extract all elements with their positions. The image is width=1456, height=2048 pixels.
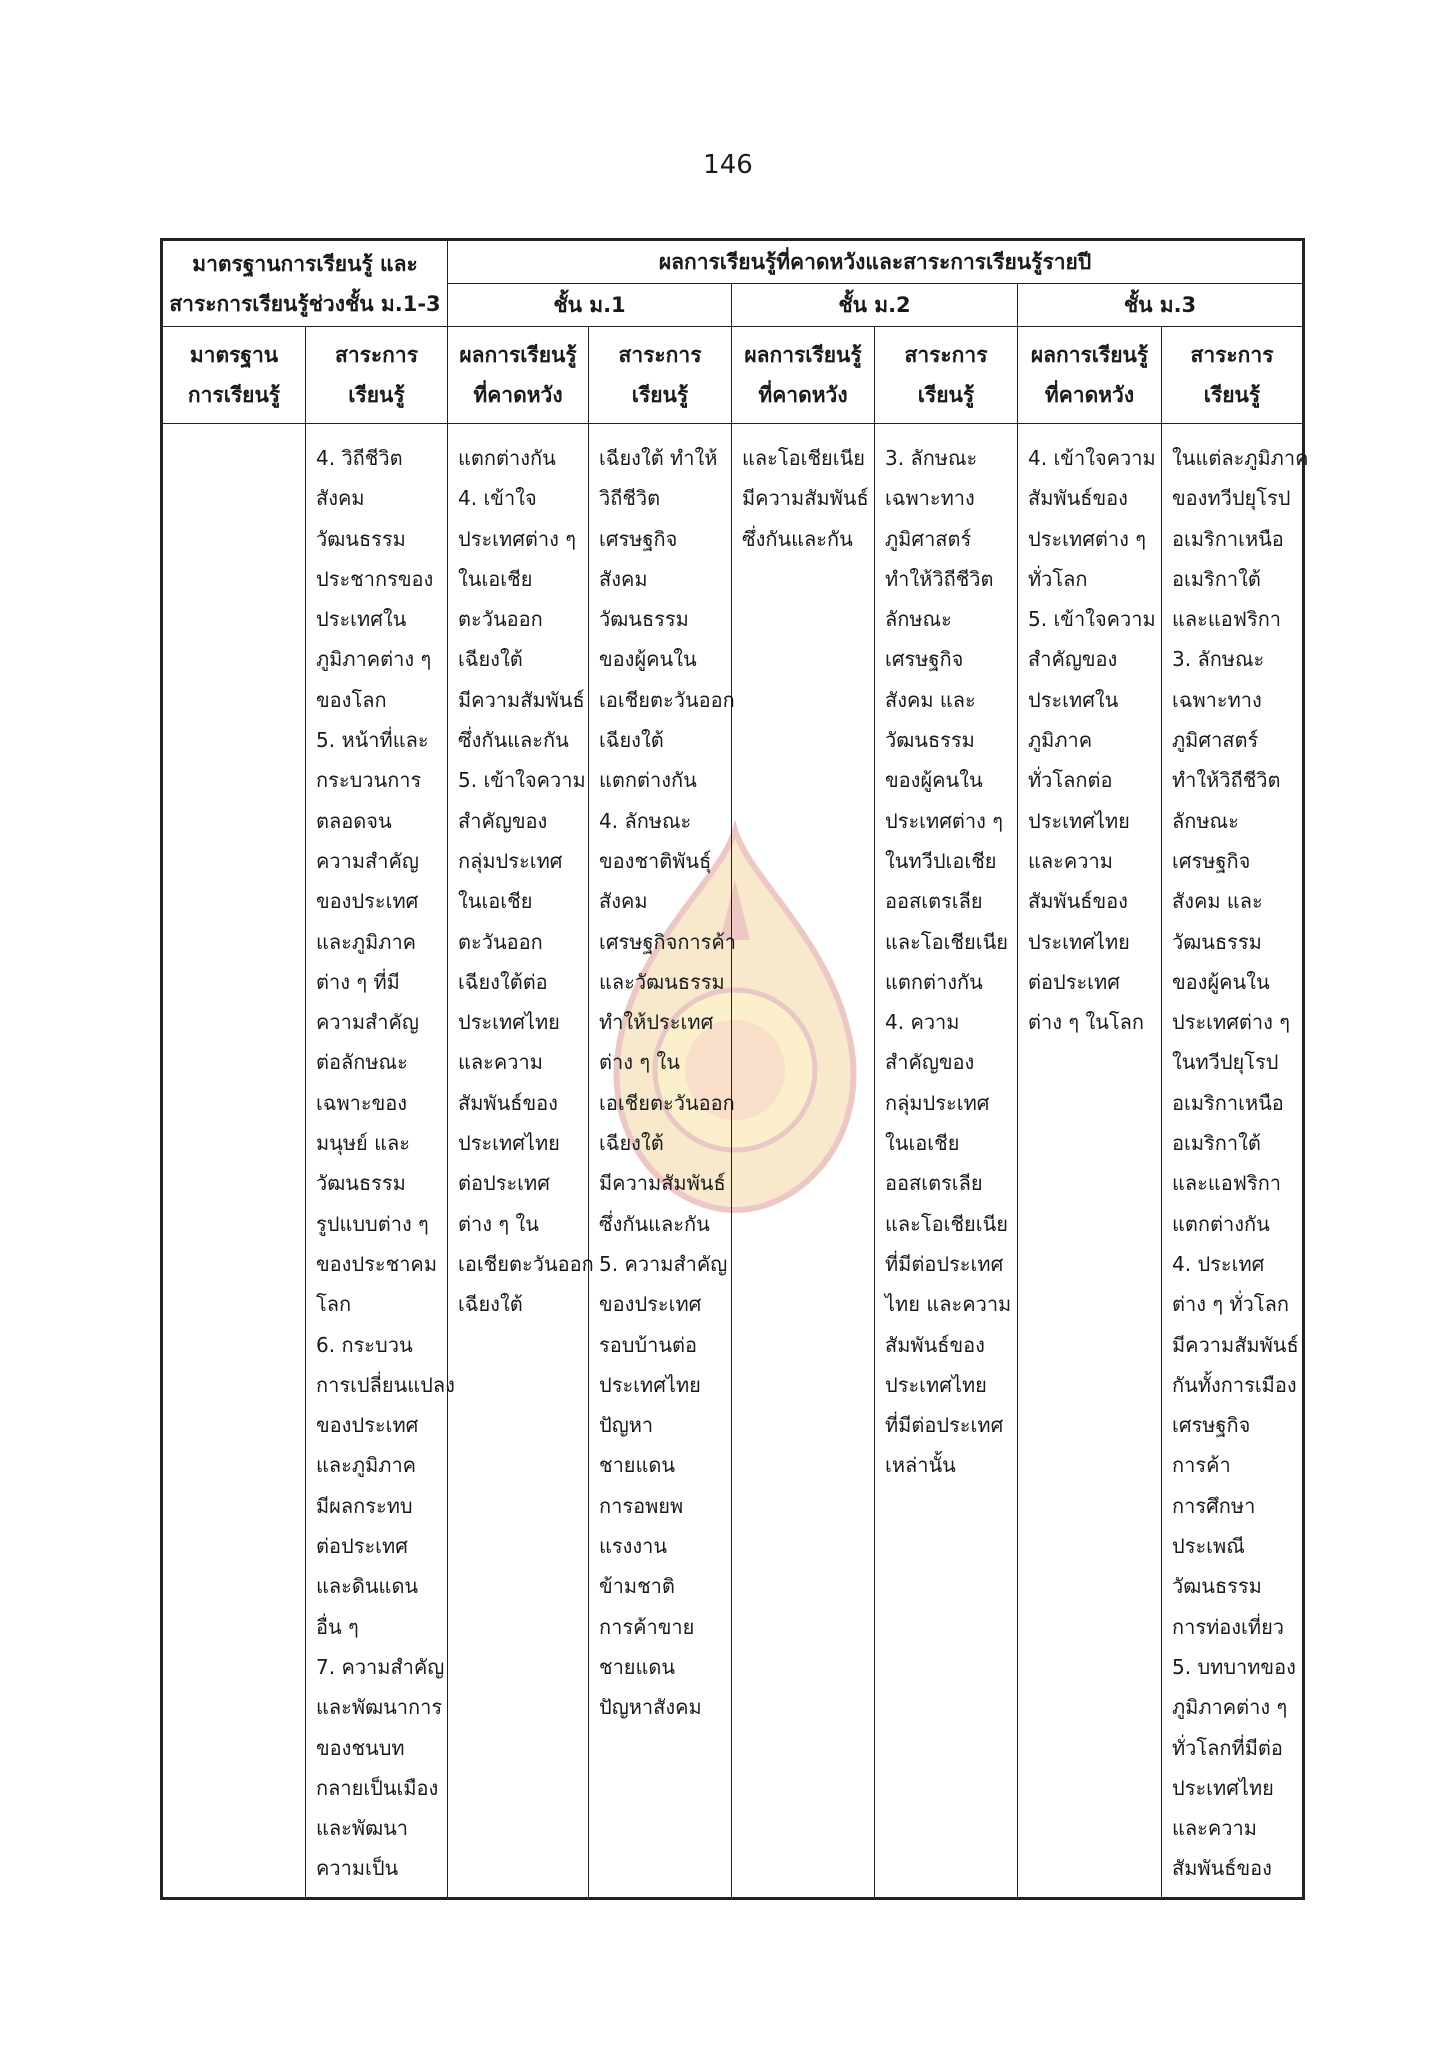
- cell-line: เศรษฐกิจ: [1172, 1413, 1251, 1438]
- cell-line: เศรษฐกิจ: [1172, 848, 1251, 873]
- cell-line: เฉียงใต้: [458, 647, 523, 672]
- subheader-content: สาระการ เรียนรู้: [306, 327, 448, 424]
- cell-line: ต่อลักษณะ: [316, 1050, 408, 1075]
- cell-line: ประเทศไทย: [458, 1010, 560, 1035]
- cell-line: สำคัญของ: [885, 1050, 975, 1075]
- cell-line: ต่อประเทศ: [458, 1171, 550, 1196]
- outcomes-header: ผลการเรียนรู้ที่คาดหวังและสาระการเรียนรู้รายปี: [448, 240, 1304, 284]
- cell-line: สังคม และ: [1172, 889, 1263, 914]
- subheader-standard: มาตรฐาน การเรียนรู้: [162, 327, 306, 424]
- cell-line: เฉียงใต้: [599, 1131, 664, 1156]
- cell-line: รูปแบบต่าง ๆ: [316, 1211, 429, 1236]
- cell-line: เศรษฐกิจ: [599, 526, 678, 551]
- cell-line: ประเทศไทย: [458, 1131, 560, 1156]
- cell-line: 4. วิถีชีวิต: [316, 446, 403, 470]
- cell-line: ตะวันออก: [458, 607, 543, 632]
- cell-line: ประเทศไทย: [599, 1372, 701, 1397]
- cell-line: เฉียงใต้: [458, 1292, 523, 1317]
- cell-line: 4. ลักษณะ: [599, 808, 692, 833]
- cell-line: สัมพันธ์ของ: [1028, 486, 1128, 511]
- cell-line: ไทย และความ: [885, 1292, 1012, 1317]
- subheader-m3-content: สาระการ เรียนรู้: [1162, 327, 1304, 424]
- cell-line: เอเชียตะวันออก: [599, 687, 735, 712]
- cell-line: วัฒนธรรม: [1172, 1574, 1262, 1599]
- cell-line: 5. เข้าใจความ: [1028, 607, 1156, 632]
- cell-line: ออสเตรเลีย: [885, 1171, 983, 1196]
- cell-line: และพัฒนาการ: [316, 1695, 443, 1720]
- cell-line: ทั่วโลก: [1028, 566, 1088, 591]
- column-standards: [162, 424, 306, 1899]
- cell-line: กลุ่มประเทศ: [885, 1090, 990, 1115]
- cell-line: เฉียงใต้: [599, 728, 664, 753]
- cell-line: วัฒนธรรม: [316, 1171, 406, 1196]
- cell-line: ของประเทศ: [599, 1292, 702, 1317]
- cell-line: 5. หน้าที่และ: [316, 728, 429, 753]
- cell-line: 4. ประเทศ: [1172, 1251, 1265, 1276]
- cell-line: รอบบ้านต่อ: [599, 1332, 698, 1357]
- cell-line: เฉียงใต้ต่อ: [458, 969, 548, 994]
- cell-line: 4. ความ: [885, 1010, 960, 1035]
- curriculum-table: [160, 238, 1309, 1900]
- column-m1-content: [589, 424, 737, 1899]
- cell-line: 5. เข้าใจความ: [458, 768, 586, 793]
- cell-line: ประเทศใน: [316, 607, 407, 632]
- grade-header-m2: ชั้น ม.2: [732, 284, 1018, 327]
- cell-line: มนุษย์ และ: [316, 1131, 411, 1156]
- cell-line: สังคม: [599, 566, 648, 591]
- cell-line: ประเทศไทย: [885, 1372, 987, 1397]
- cell-line: ทำให้วิถีชีวิต: [1172, 768, 1281, 793]
- cell-line: ความเป็น: [316, 1856, 399, 1881]
- cell-line: การท่องเที่ยว: [1172, 1614, 1285, 1639]
- cell-line: ของประเทศ: [316, 889, 419, 914]
- cell-line: ประชากรของ: [316, 566, 434, 591]
- cell-line: อเมริกาใต้: [1172, 566, 1261, 591]
- standards-header: มาตรฐานการเรียนรู้ และ สาระการเรียนรู้ช่วงชั้น ม.1-3: [162, 240, 448, 327]
- cell-line: วัฒนธรรม: [1172, 929, 1262, 954]
- cell-line: ของประชาคม: [316, 1251, 437, 1276]
- cell-line: เฉียงใต้ ทำให้: [599, 446, 718, 470]
- cell-line: อเมริกาเหนือ: [1172, 1090, 1284, 1115]
- cell-line: ภูมิภาคต่าง ๆ: [316, 647, 432, 672]
- cell-line: ปัญหา: [599, 1413, 654, 1438]
- cell-line: ความสำคัญ: [316, 848, 419, 873]
- cell-line: ความสำคัญ: [316, 1010, 419, 1035]
- cell-line: ประเทศต่าง ๆ: [1028, 526, 1146, 551]
- cell-line: ภูมิศาสตร์: [1172, 728, 1259, 753]
- cell-line: และพัฒนา: [316, 1816, 409, 1841]
- cell-line: เฉพาะทาง: [1172, 687, 1262, 712]
- cell-line: 4. เข้าใจ: [458, 486, 537, 511]
- cell-line: แตกต่างกัน: [599, 768, 697, 793]
- cell-line: ประเทศต่าง ๆ: [1172, 1010, 1290, 1035]
- column-m2-content: [875, 424, 1018, 1899]
- cell-line: การค้า: [1172, 1453, 1231, 1478]
- cell-line: ภูมิภาคต่าง ๆ: [1172, 1695, 1288, 1720]
- cell-line: และแอฟริกา: [1172, 1171, 1282, 1196]
- cell-line: แตกต่างกัน: [458, 446, 556, 470]
- cell-line: ของโลก: [316, 687, 387, 712]
- cell-line: ซึ่งกันและกัน: [599, 1211, 710, 1236]
- cell-line: ซึ่งกันและกัน: [742, 526, 853, 551]
- subheader-m3-outcomes: ผลการเรียนรู้ ที่คาดหวัง: [1018, 327, 1162, 424]
- cell-line: ประเพณี: [1172, 1534, 1245, 1559]
- cell-line: ต่าง ๆ ในโลก: [1028, 1010, 1144, 1035]
- cell-line: ซึ่งกันและกัน: [458, 728, 569, 753]
- cell-line: สังคม และ: [885, 687, 976, 712]
- cell-line: เอเชียตะวันออก: [599, 1090, 735, 1115]
- cell-line: ของผู้คนใน: [1172, 969, 1270, 994]
- cell-line: การอพยพ: [599, 1493, 684, 1518]
- cell-line: มีความสัมพันธ์: [742, 486, 869, 511]
- subheader-m2-content: สาระการ เรียนรู้: [875, 327, 1018, 424]
- cell-line: ของผู้คนใน: [599, 647, 697, 672]
- cell-line: ประเทศไทย: [1172, 1775, 1274, 1800]
- cell-line: และความ: [1172, 1816, 1257, 1841]
- cell-line: การเปลี่ยนแปลง: [316, 1372, 455, 1397]
- subheader-m1-outcomes: ผลการเรียนรู้ ที่คาดหวัง: [448, 327, 589, 424]
- cell-line: ลักษณะ: [1172, 808, 1239, 833]
- cell-line: วัฒนธรรม: [885, 728, 975, 753]
- cell-line: 5. ความสำคัญ: [599, 1251, 728, 1276]
- cell-line: การค้าขาย: [599, 1614, 695, 1639]
- cell-line: สัมพันธ์ของ: [885, 1332, 985, 1357]
- cell-line: 5. บทบาทของ: [1172, 1654, 1296, 1679]
- cell-line: 4. เข้าใจความ: [1028, 446, 1156, 470]
- cell-line: กันทั้งการเมือง: [1172, 1372, 1297, 1397]
- cell-line: วัฒนธรรม: [599, 607, 689, 632]
- cell-line: ออสเตรเลีย: [885, 889, 983, 914]
- cell-line: กลายเป็นเมือง: [316, 1775, 439, 1800]
- cell-line: เศรษฐกิจ: [885, 647, 964, 672]
- page-number: 146: [703, 150, 753, 180]
- cell-line: สัมพันธ์ของ: [458, 1090, 558, 1115]
- cell-line: มีความสัมพันธ์: [1172, 1332, 1299, 1357]
- cell-line: ของประเทศ: [316, 1413, 419, 1438]
- cell-line: อเมริกาเหนือ: [1172, 526, 1284, 551]
- cell-line: ต่อประเทศ: [316, 1534, 408, 1559]
- cell-line: ตะวันออก: [458, 929, 543, 954]
- cell-line: และภูมิภาค: [316, 929, 417, 954]
- cell-line: และความ: [1028, 848, 1113, 873]
- cell-line: ต่าง ๆ ใน: [458, 1211, 539, 1236]
- cell-line: สัมพันธ์ของ: [1028, 889, 1128, 914]
- cell-line: และโอเชียเนีย: [885, 929, 1008, 954]
- column-m3-outcomes: [1018, 424, 1162, 1899]
- cell-line: วัฒนธรรม: [316, 526, 406, 551]
- cell-line: การศึกษา: [1172, 1493, 1256, 1518]
- column-m1-outcomes: [448, 424, 594, 1899]
- cell-line: ต่าง ๆ ใน: [599, 1050, 680, 1075]
- cell-line: ข้ามชาติ: [599, 1574, 675, 1599]
- cell-line: สำคัญของ: [458, 808, 548, 833]
- cell-line: เฉพาะทาง: [885, 486, 975, 511]
- cell-line: ในเอเชีย: [885, 1131, 960, 1156]
- cell-line: และภูมิภาค: [316, 1453, 417, 1478]
- cell-line: ต่าง ๆ ที่มี: [316, 969, 400, 994]
- cell-line: เฉพาะของ: [316, 1090, 408, 1115]
- cell-line: ประเทศต่าง ๆ: [458, 526, 576, 551]
- cell-line: ของทวีปยุโรป: [1172, 486, 1291, 511]
- cell-line: สัมพันธ์ของ: [1172, 1856, 1272, 1881]
- cell-line: ปัญหาสังคม: [599, 1695, 702, 1720]
- cell-line: และโอเชียเนีย: [885, 1211, 1008, 1236]
- cell-line: 3. ลักษณะ: [885, 446, 978, 470]
- cell-line: 7. ความสำคัญ: [316, 1654, 445, 1679]
- cell-line: แตกต่างกัน: [885, 969, 983, 994]
- cell-line: มีความสัมพันธ์: [599, 1171, 726, 1196]
- subheader-m1-content: สาระการ เรียนรู้: [589, 327, 732, 424]
- cell-line: ต่อประเทศ: [1028, 969, 1120, 994]
- cell-line: กระบวนการ: [316, 768, 422, 793]
- column-m3-content: [1162, 424, 1309, 1899]
- cell-line: ประเทศไทย: [1028, 808, 1130, 833]
- cell-line: ของชนบท: [316, 1735, 405, 1760]
- cell-line: และแอฟริกา: [1172, 607, 1282, 632]
- cell-line: ประเทศไทย: [1028, 929, 1130, 954]
- cell-line: ทั่วโลกที่มีต่อ: [1172, 1735, 1283, 1760]
- cell-line: เอเชียตะวันออก: [458, 1251, 594, 1276]
- cell-line: ทั่วโลกต่อ: [1028, 768, 1113, 793]
- cell-line: ในแต่ละภูมิภาค: [1172, 446, 1309, 470]
- cell-line: ในเอเชีย: [458, 566, 533, 591]
- cell-line: ประเทศต่าง ๆ: [885, 808, 1003, 833]
- cell-line: 6. กระบวน: [316, 1332, 413, 1357]
- column-content: [306, 424, 455, 1899]
- cell-line: โลก: [316, 1292, 352, 1317]
- cell-line: และความ: [458, 1050, 543, 1075]
- grade-header-m3: ชั้น ม.3: [1018, 284, 1304, 327]
- cell-line: ทำให้ประเทศ: [599, 1010, 714, 1035]
- cell-line: สังคม: [316, 486, 365, 511]
- cell-line: อื่น ๆ: [316, 1614, 359, 1639]
- cell-line: แตกต่างกัน: [1172, 1211, 1270, 1236]
- cell-line: ที่มีต่อประเทศ: [885, 1413, 1004, 1438]
- cell-line: เศรษฐกิจการค้า: [599, 929, 737, 954]
- cell-line: และดินแดน: [316, 1574, 419, 1599]
- cell-line: 3. ลักษณะ: [1172, 647, 1265, 672]
- column-m2-outcomes: [732, 424, 875, 1899]
- cell-line: สังคม: [599, 889, 648, 914]
- cell-line: ในเอเชีย: [458, 889, 533, 914]
- cell-line: ภูมิศาสตร์: [885, 526, 972, 551]
- cell-line: ตลอดจน: [316, 808, 392, 833]
- cell-line: ชายแดน: [599, 1654, 676, 1679]
- cell-line: ชายแดน: [599, 1453, 676, 1478]
- cell-line: มีผลกระทบ: [316, 1493, 413, 1518]
- cell-line: ต่าง ๆ ทั่วโลก: [1172, 1292, 1289, 1317]
- cell-line: อเมริกาใต้: [1172, 1131, 1261, 1156]
- cell-line: ภูมิภาค: [1028, 728, 1093, 753]
- cell-line: ประเทศใน: [1028, 687, 1119, 712]
- cell-line: และโอเชียเนีย: [742, 446, 865, 470]
- cell-line: ที่มีต่อประเทศ: [885, 1251, 1004, 1276]
- cell-line: กลุ่มประเทศ: [458, 848, 563, 873]
- cell-line: ทำให้วิถีชีวิต: [885, 566, 994, 591]
- cell-line: ในทวีปเอเชีย: [885, 848, 997, 873]
- cell-line: วิถีชีวิต: [599, 486, 661, 511]
- cell-line: สำคัญของ: [1028, 647, 1118, 672]
- subheader-m2-outcomes: ผลการเรียนรู้ ที่คาดหวัง: [732, 327, 875, 424]
- cell-line: แรงงาน: [599, 1534, 668, 1559]
- cell-line: เหล่านั้น: [885, 1453, 956, 1478]
- cell-line: ของชาติพันธุ์: [599, 848, 712, 873]
- cell-line: ของผู้คนใน: [885, 768, 983, 793]
- cell-line: ลักษณะ: [885, 607, 952, 632]
- cell-line: ในทวีปยุโรป: [1172, 1050, 1279, 1075]
- cell-line: และวัฒนธรรม: [599, 969, 725, 994]
- cell-line: มีความสัมพันธ์: [458, 687, 585, 712]
- grade-header-m1: ชั้น ม.1: [448, 284, 732, 327]
